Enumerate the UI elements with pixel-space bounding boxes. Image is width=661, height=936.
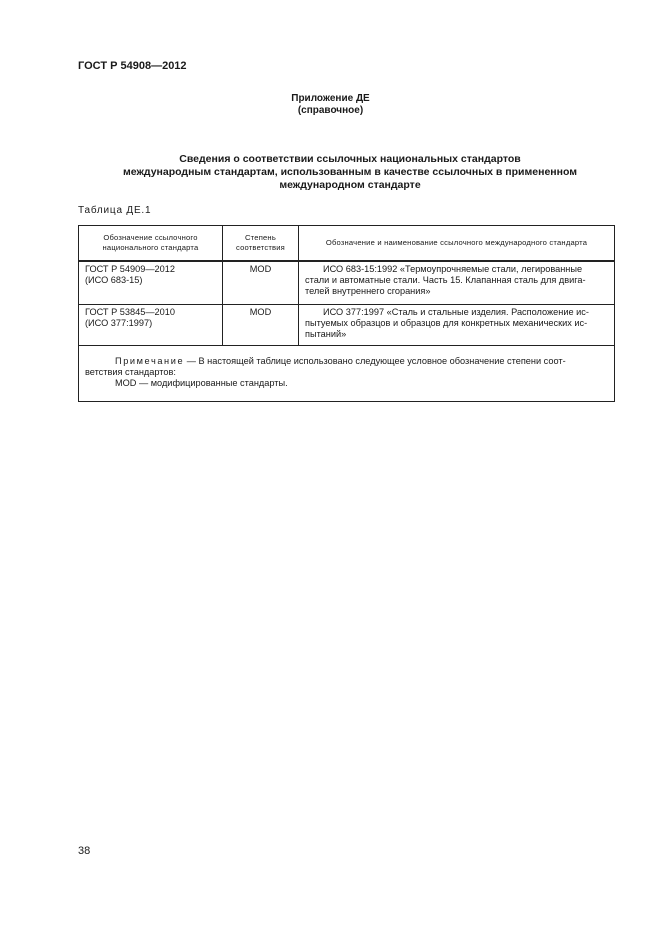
- column-header-degree-line-2: соответствия: [235, 243, 285, 252]
- column-header-degree: [223, 226, 299, 262]
- note-line-2: ветствия стандартов:: [85, 367, 176, 377]
- column-header-international: Обозначение и наименование ссылочного международного стандарта: [299, 226, 615, 262]
- national-standard-cell: [79, 261, 223, 305]
- heading-line-2: международным стандартам, использованным в качестве ссылочных в примененном: [122, 166, 578, 178]
- column-header-national-line-2: национального стандарта: [102, 243, 199, 252]
- note-label: Примечание: [115, 356, 185, 366]
- note-line-1: [85, 356, 608, 367]
- international-standard-line-2: стали и автоматные стали. Часть 15. Клапанная сталь для двига-: [305, 275, 586, 285]
- appendix-subtitle: (справочное): [297, 105, 364, 116]
- correspondence-table: [78, 225, 615, 402]
- table-caption: Таблица ДЕ.1: [78, 205, 152, 216]
- note-line-3: MOD — модифицированные стандарты.: [115, 378, 288, 388]
- heading-line-3: международном стандарте: [279, 179, 421, 191]
- appendix-heading: [0, 93, 661, 117]
- international-standard-line-3: телей внутреннего сгорания»: [305, 286, 431, 296]
- international-standard-line-1: ИСО 377:1997 «Сталь и стальные изделия. Расположение ис-: [323, 307, 589, 317]
- international-standard-line-2: пытуемых образцов и образцов для конкретных механических ис-: [305, 318, 588, 328]
- page-number: 38: [78, 845, 91, 857]
- document-id: ГОСТ Р 54908—2012: [78, 60, 187, 72]
- international-standard-cell: [299, 261, 615, 305]
- international-standard-line-1: ИСО 683-15:1992 «Термоупрочняемые стали, легированные: [323, 264, 583, 274]
- column-header-national: [79, 226, 223, 262]
- international-standard-line-3: пытаний»: [305, 329, 347, 339]
- national-standard-code: ГОСТ Р 53845—2010: [85, 307, 175, 317]
- table-note: [79, 346, 615, 402]
- table-row: [79, 305, 615, 346]
- table-row: [79, 261, 615, 305]
- column-header-degree-line-1: Степень: [245, 233, 276, 242]
- column-header-national-line-1: Обозначение ссылочного: [103, 233, 198, 242]
- degree-cell: MOD: [223, 261, 299, 305]
- heading-line-1: Сведения о соответствии ссылочных национальных стандартов: [179, 153, 521, 165]
- table-header-row: [79, 226, 615, 262]
- degree-cell: MOD: [223, 305, 299, 346]
- national-standard-reference: (ИСО 683-15): [85, 275, 143, 285]
- note-text: — В настоящей таблице использовано следующее условное обозначение степени соот-: [184, 356, 566, 366]
- national-standard-code: ГОСТ Р 54909—2012: [85, 264, 175, 274]
- appendix-title: Приложение ДЕ: [291, 93, 370, 104]
- national-standard-reference: (ИСО 377:1997): [85, 318, 153, 328]
- national-standard-cell: [79, 305, 223, 346]
- table-note-row: [79, 346, 615, 402]
- section-heading: [90, 153, 610, 192]
- international-standard-cell: [299, 305, 615, 346]
